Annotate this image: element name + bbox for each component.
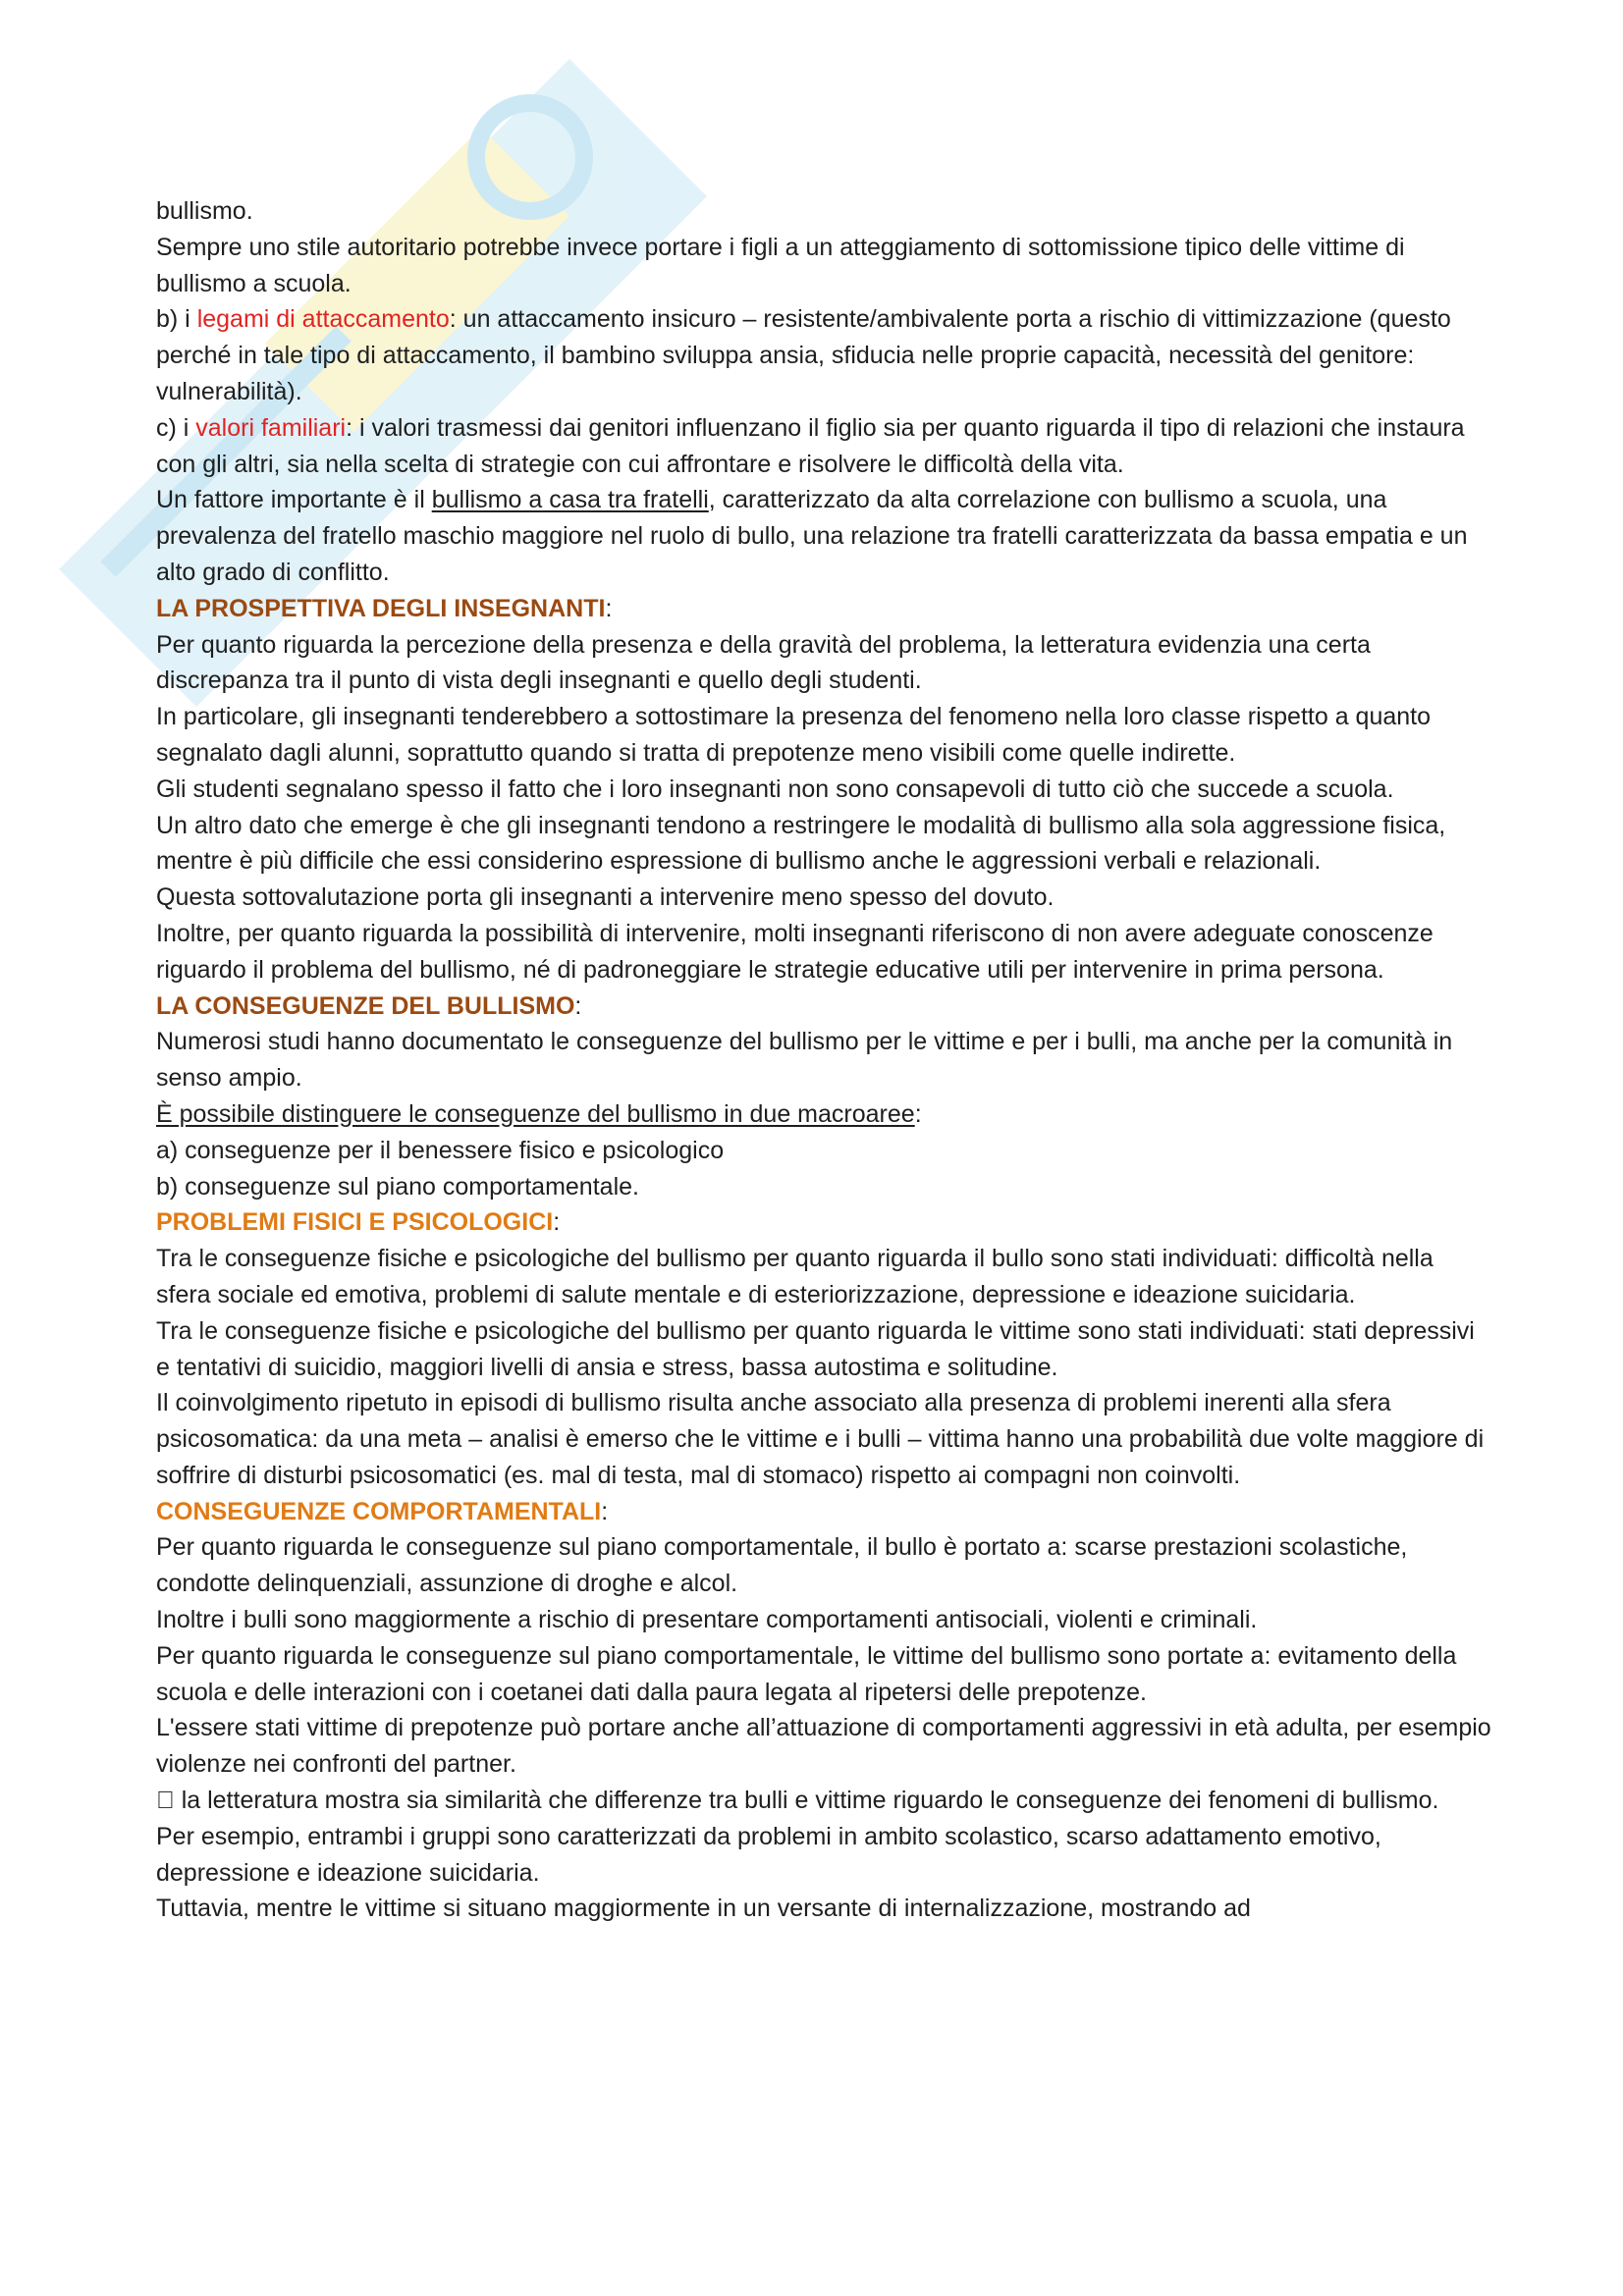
paragraph: Gli studenti segnalano spesso il fatto che i loro insegnanti non sono consapevoli di tutto ciò che succede a scuola. xyxy=(156,774,1394,803)
paragraph: Per quanto riguarda la percezione della presenza e della gravità del problema, la letteratura evidenzia una certa discrepanza tra il punto di vista degli insegnanti e quello degli studenti. xyxy=(156,630,1371,695)
term-highlight: valori familiari xyxy=(195,413,347,442)
paragraph: Per esempio, entrambi i gruppi sono caratterizzati da problemi in ambito scolastico, scarso adattamento emotivo, depressione e ideazione suicidaria. xyxy=(156,1822,1381,1887)
term-highlight: legami di attaccamento xyxy=(196,305,450,334)
document-page xyxy=(156,193,1491,1927)
paragraph: Tuttavia, mentre le vittime si situano maggiormente in un versante di internalizzazione, mostrando ad xyxy=(156,1895,1251,1923)
paragraph: Per quanto riguarda le conseguenze sul piano comportamentale, il bullo è portato a: scarse prestazioni scolastiche, condotte delinquenziali, assunzione di droghe e alcol. xyxy=(156,1533,1408,1598)
paragraph: L'essere stati vittime di prepotenze può portare anche all’attuazione di comportamenti aggressivi in età adulta, per esempio violenze nei confronti del partner. xyxy=(156,1714,1491,1779)
paragraph: Tra le conseguenze fisiche e psicologiche del bullismo per quanto riguarda le vittime sono stati individuati: stati depressivi e tentativi di suicidio, maggiori livelli di ansia e stress, bassa autostima e solitudine. xyxy=(156,1316,1475,1381)
section-heading-consequences: LA CONSEGUENZE DEL BULLISMO: xyxy=(156,991,582,1020)
paragraph: Tra le conseguenze fisiche e psicologiche del bullismo per quanto riguarda il bullo sono stati individuati: difficoltà nella sfera sociale ed emotiva, problemi di salute mentale e di esteriorizzazione, depressione e ideazione suicidaria. xyxy=(156,1245,1434,1308)
paragraph: Sempre uno stile autoritario potrebbe invece portare i figli a un atteggiamento di sottomissione tipico delle vittime di bullismo a scuola. xyxy=(156,233,1405,297)
section-heading-teachers: LA PROSPETTIVA DEGLI INSEGNANTI: xyxy=(156,594,613,622)
paragraph: la letteratura mostra sia similarità che differenze tra bulli e vittime riguardo le conseguenze dei fenomeni di bullismo. xyxy=(156,1787,1414,1815)
section-heading-physical: PROBLEMI FISICI E PSICOLOGICI: xyxy=(156,1208,561,1237)
paragraph-macroareas: È possibile distinguere le conseguenze del bullismo in due macroaree: xyxy=(156,1099,922,1128)
paragraph: Per quanto riguarda le conseguenze sul piano comportamentale, le vittime del bullismo sono portate a: evitamento della scuola e delle interazioni con i coetanei dati dalla paura legata al ripetersi delle prepotenze. xyxy=(156,1641,1457,1706)
paragraph: In particolare, gli insegnanti tenderebbero a sottostimare la presenza del fenomeno nella loro classe rispetto a quanto segnalato dagli alunni, soprattutto quando si tratta di prepotenze meno visibili come quelle indirette. xyxy=(156,703,1432,767)
paragraph: Il coinvolgimento ripetuto in episodi di bullismo risulta anche associato alla presenza di problemi inerenti alla sfera psicosomatica: da una meta – analisi è emerso che le vittime e i bulli – vittima hanno una probabilità due volte maggiore di soffrire di disturbi psicosomatici (es. mal di testa, mal di stomaco) rispetto ai compagni non coinvolti. xyxy=(156,1389,1485,1489)
paragraph: Numerosi studi hanno documentato le conseguenze del bullismo per le vittime e per i bulli, ma anche per la comunità in senso ampio. xyxy=(156,1028,1453,1093)
paragraph: Un altro dato che emerge è che gli insegnanti tendono a restringere le modalità di bullismo alla sola aggressione fisica, mentre è più difficile che essi considerino espressione di bullismo anche le aggressioni verbali e relazionali. xyxy=(156,811,1446,876)
list-item: a) conseguenze per il benessere fisico e psicologico xyxy=(156,1136,725,1164)
paragraph-siblings: Un fattore importante è il bullismo a casa tra fratelli, caratterizzato da alta correlazione con bullismo a scuola, una prevalenza del fratello maschio maggiore nel ruolo di bullo, una relazione tra fratelli caratterizzata da bassa empatia e un alto grado di conflitto. xyxy=(156,486,1468,586)
underlined-phrase: bullismo a casa tra fratelli xyxy=(431,486,709,514)
underlined-phrase: È possibile distinguere le conseguenze del bullismo in due macroaree xyxy=(156,1099,915,1128)
paragraph-attachment: b) i legami di attaccamento: un attaccamento insicuro – resistente/ambivalente porta a rischio di vittimizzazione (questo perché in tale tipo di attaccamento, il bambino sviluppa ansia, sfiducia nelle proprie capacità, necessità del genitore: vulnerabilità). xyxy=(156,305,1451,405)
list-item: b) conseguenze sul piano comportamentale. xyxy=(156,1172,639,1201)
paragraph: Questa sottovalutazione porta gli insegnanti a intervenire meno spesso del dovuto. xyxy=(156,883,1055,912)
section-heading-behavioral: CONSEGUENZE COMPORTAMENTALI: xyxy=(156,1497,609,1525)
paragraph: Inoltre i bulli sono maggiormente a rischio di presentare comportamenti antisociali, violenti e criminali. xyxy=(156,1606,1258,1634)
paragraph-family-values: c) i valori familiari: i valori trasmessi dai genitori influenzano il figlio sia per quanto riguarda il tipo di relazioni che instaura con gli altri, sia nella scelta di strategie con cui affrontare e risolvere le difficoltà della vita. xyxy=(156,413,1465,478)
paragraph: Inoltre, per quanto riguarda la possibilità di intervenire, molti insegnanti riferiscono di non avere adeguate conoscenze riguardo il problema del bullismo, né di padroneggiare le strategie educative utili per intervenire in prima persona. xyxy=(156,919,1434,984)
paragraph: bullismo. xyxy=(156,197,253,225)
